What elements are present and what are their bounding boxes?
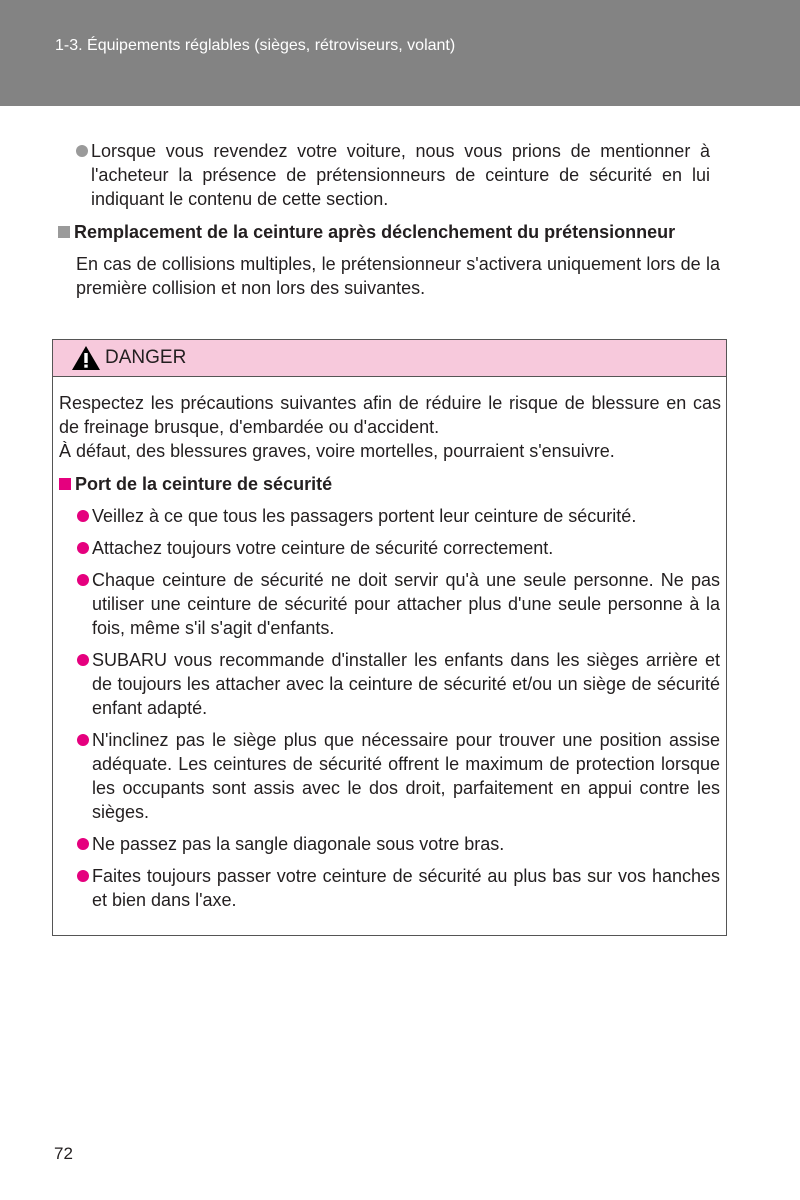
- pink-bullet-icon: [77, 510, 89, 522]
- list-item-text: N'inclinez pas le siège plus que nécessaire pour trouver une position assise adéquate. Les ceintures de sécurité offrent le maximum de protection lorsque les occupants sont assis avec le dos droit, parfaitement en appui contre les sièges.: [92, 730, 720, 822]
- list-item-text: Veillez à ce que tous les passagers portent leur ceinture de sécurité.: [92, 506, 637, 526]
- intro-bullet-row: [76, 139, 710, 211]
- list-item-text: SUBARU vous recommande d'installer les enfants dans les sièges arrière et de toujours les attacher avec la ceinture de sécurité et/ou un siège de sécurité enfant adapté.: [92, 650, 720, 718]
- gray-square-icon: [58, 226, 70, 238]
- list-item-text: Attachez toujours votre ceinture de sécurité correctement.: [92, 538, 554, 558]
- list-item: [77, 536, 720, 560]
- page-number: 72: [54, 1144, 73, 1163]
- replacement-heading-text: Remplacement de la ceinture après déclenchement du prétensionneur: [74, 222, 676, 242]
- list-item: [77, 728, 720, 824]
- list-item-text: Chaque ceinture de sécurité ne doit servir qu'à une seule personne. Ne pas utiliser une ceinture de sécurité pour attacher plus d'une seule personne à la fois, même s'il s'agit d'enfants.: [92, 570, 720, 638]
- intro-paragraph: [76, 139, 710, 211]
- pink-bullet-icon: [77, 734, 89, 746]
- danger-list: [77, 504, 720, 912]
- replacement-heading: [58, 220, 675, 244]
- danger-intro: [59, 391, 721, 463]
- pink-bullet-icon: [77, 838, 89, 850]
- danger-box: [52, 339, 727, 936]
- list-item: [77, 504, 720, 528]
- list-item: [77, 648, 720, 720]
- list-item: [77, 864, 720, 912]
- danger-section-heading-text: Port de la ceinture de sécurité: [75, 474, 333, 494]
- list-item: [77, 832, 720, 856]
- warning-triangle-icon: [71, 345, 101, 371]
- pink-bullet-icon: [77, 542, 89, 554]
- danger-header: [53, 340, 726, 377]
- pink-square-icon: [59, 478, 71, 490]
- pink-bullet-icon: [77, 654, 89, 666]
- page-header: [0, 0, 800, 106]
- header-title: 1-3. Équipements réglables (sièges, rétroviseurs, volant): [55, 37, 456, 54]
- replacement-text: En cas de collisions multiples, le prétensionneur s'activera uniquement lors de la première collision et non lors des suivantes.: [76, 254, 720, 298]
- list-item: [77, 568, 720, 640]
- gray-bullet-icon: [76, 145, 88, 157]
- danger-section-heading: [59, 472, 332, 496]
- intro-bullet-text: Lorsque vous revendez votre voiture, nous vous prions de mentionner à l'acheteur la présence de prétensionneurs de ceinture de sécurité en lui indiquant le contenu de cette section.: [91, 141, 710, 209]
- list-item-text: Ne passez pas la sangle diagonale sous votre bras.: [92, 834, 505, 854]
- pink-bullet-icon: [77, 870, 89, 882]
- list-item-text: Faites toujours passer votre ceinture de sécurité au plus bas sur vos hanches et bien dans l'axe.: [92, 866, 720, 910]
- pink-bullet-icon: [77, 574, 89, 586]
- danger-label: DANGER: [105, 347, 187, 368]
- danger-intro-line2: À défaut, des blessures graves, voire mortelles, pourraient s'ensuivre.: [59, 441, 615, 461]
- danger-intro-line1: Respectez les précautions suivantes afin de réduire le risque de blessure en cas de freinage brusque, d'embardée ou d'accident.: [59, 393, 721, 437]
